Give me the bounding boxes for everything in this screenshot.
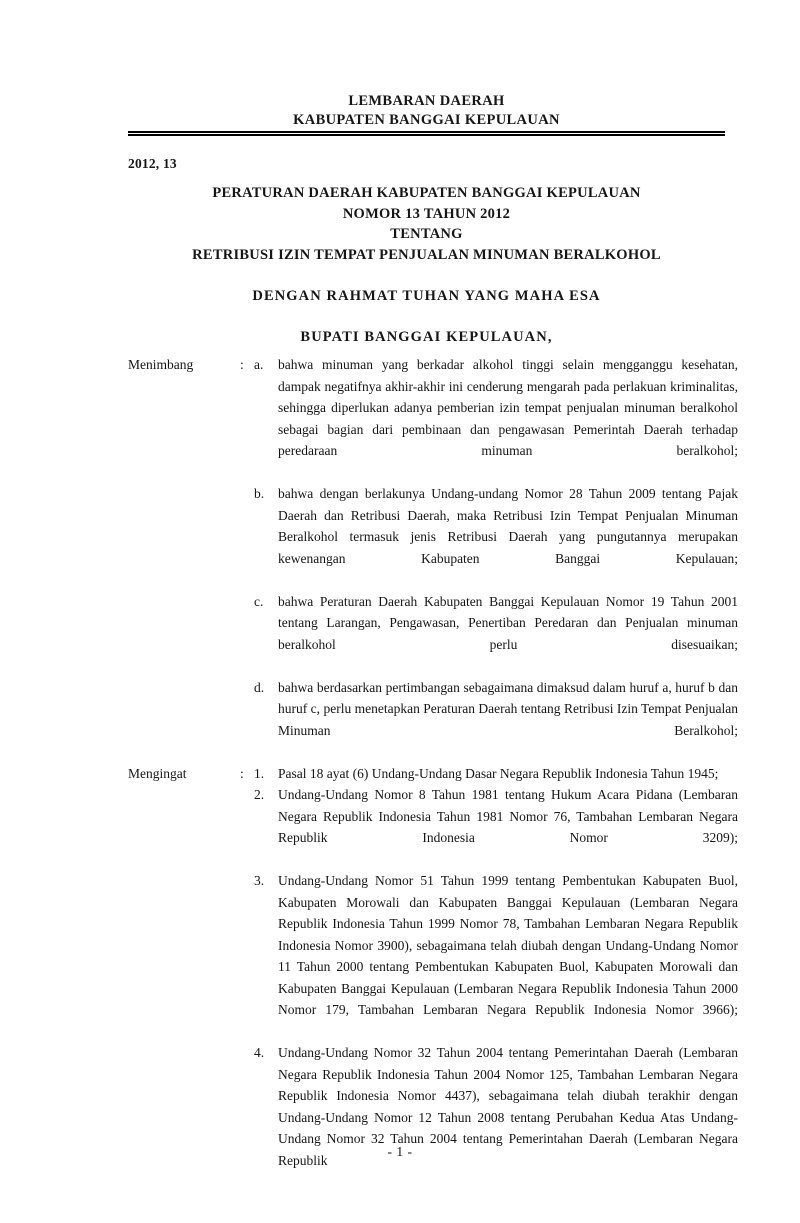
menimbang-label: Menimbang (128, 357, 194, 372)
item-text: Undang-Undang Nomor 32 Tahun 2004 tentang Pemerintahan Daerah (Lembaran Negara Republik Indonesia Tahun 2004 Nomor 125, Tambahan Lembaran Negara Republik Indonesia Nomor 4437), sebagaimana telah diubah terakhir dengan Undang-Undang Nomor 12 Tahun 2008 tentang Perubahan Kedua Atas Undang-Undang Nomor 32 Tahun 2004 tentang Pemerintahan Daerah (Lembaran Negara Republik (278, 1045, 738, 1168)
item-marker: c. (254, 593, 264, 609)
list-item (254, 763, 738, 785)
menimbang-colon: : (240, 357, 244, 372)
lembaran-number: 2012, 13 (128, 156, 177, 171)
list-item (254, 483, 738, 591)
item-text: bahwa berdasarkan pertimbangan sebagaimana dimaksud dalam huruf a, huruf b dan huruf c, perlu menetapkan Peraturan Daerah tentang Retribusi Izin Tempat Penjualan Minuman Beralkohol; (278, 679, 738, 738)
official-designation: BUPATI BANGGAI KEPULAUAN, (300, 328, 553, 345)
item-marker: 3. (254, 873, 265, 888)
item-marker: 4. (254, 1045, 265, 1060)
list-item (254, 591, 738, 677)
masthead-divider-rule (128, 131, 725, 136)
regulation-about-label: TENTANG (390, 226, 463, 242)
regulation-title-line-1: PERATURAN DAERAH KABUPATEN BANGGAI KEPULAUAN (212, 185, 641, 201)
item-marker: b. (254, 486, 265, 501)
item-marker: 1. (254, 765, 265, 781)
page-number-footer: - 1 - (387, 1144, 413, 1159)
title-spacer-1 (128, 265, 725, 286)
clause-mengingat (128, 763, 738, 1193)
regulation-number-line: NOMOR 13 TAHUN 2012 (342, 205, 511, 222)
item-marker: a. (254, 357, 264, 372)
item-text: bahwa Peraturan Daerah Kabupaten Banggai Kepulauan Nomor 19 Tahun 2001 tentang Larangan, Pengawasan, Penertiban Peredaran dan Penjualan minuman beralkohol perlu disesuaikan; (278, 593, 738, 652)
list-item (254, 1042, 738, 1193)
item-marker: 2. (254, 787, 265, 802)
menimbang-items (254, 354, 738, 763)
list-item (254, 354, 738, 483)
list-item (254, 677, 738, 763)
regulation-subject-line: RETRIBUSI IZIN TEMPAT PENJUALAN MINUMAN BERALKOHOL (192, 246, 661, 263)
item-marker: d. (254, 679, 265, 695)
list-item (254, 870, 738, 1042)
mengingat-items (254, 763, 738, 1193)
item-text: bahwa minuman yang berkadar alkohol tinggi selain mengganggu kesehatan, dampak negatifnya akhir-akhir ini cenderung mengarah pada perlakuan kriminalitas, sehingga diperlukan adanya pemberian izin tempat penjualan minuman beralkohol sebagai bagian dari pembinaan dan pengawasan Pemerintah Daerah terhadap peredaraan minuman beralkohol; (278, 357, 738, 458)
item-text: Pasal 18 ayat (6) Undang-Undang Dasar Negara Republik Indonesia Tahun 1945; (278, 765, 719, 781)
clause-menimbang (128, 354, 738, 763)
title-block (128, 183, 725, 347)
item-text: Undang-Undang Nomor 51 Tahun 1999 tentang Pembentukan Kabupaten Buol, Kabupaten Morowali dan Kabupaten Banggai Kepulauan (Lembaran Negara Republik Indonesia Tahun 1999 Nomor 78, Tambahan Lembaran Negara Republik Indonesia Nomor 3900), sebagaimana telah diubah dengan Undang-Undang Nomor 11 Tahun 2000 tentang Pembentukan Kabupaten Buol, Kabupaten Morowali dan Kabupaten Banggai Kepulauan (Lembaran Negara Republik Indonesia Tahun 2000 Nomor 179, Tambahan Lembaran Negara Republik Indonesia Nomor 3966); (278, 873, 738, 1017)
masthead (128, 92, 725, 130)
divine-invocation: DENGAN RAHMAT TUHAN YANG MAHA ESA (252, 288, 601, 304)
masthead-line-2: KABUPATEN BANGGAI KEPULAUAN (293, 112, 560, 128)
mengingat-label: Mengingat (128, 765, 187, 781)
mengingat-colon: : (240, 765, 244, 781)
list-item (254, 784, 738, 870)
rule-bar-thin (128, 134, 725, 136)
document-body (128, 354, 738, 1193)
item-text: bahwa dengan berlakunya Undang-undang Nomor 28 Tahun 2009 tentang Pajak Daerah dan Retribusi Daerah, maka Retribusi Izin Tempat Penjualan Minuman Beralkohol termasuk jenis Retribusi Daerah yang pungutannya merupakan kewenangan Kabupaten Banggai Kepulauan; (278, 486, 738, 566)
masthead-line-1: LEMBARAN DAERAH (348, 93, 505, 109)
title-spacer-2 (128, 307, 725, 327)
item-text: Undang-Undang Nomor 8 Tahun 1981 tentang Hukum Acara Pidana (Lembaran Negara Republik Indonesia Tahun 1981 Nomor 76, Tambahan Lembaran Negara Republik Indonesia Nomor 3209); (278, 787, 738, 845)
